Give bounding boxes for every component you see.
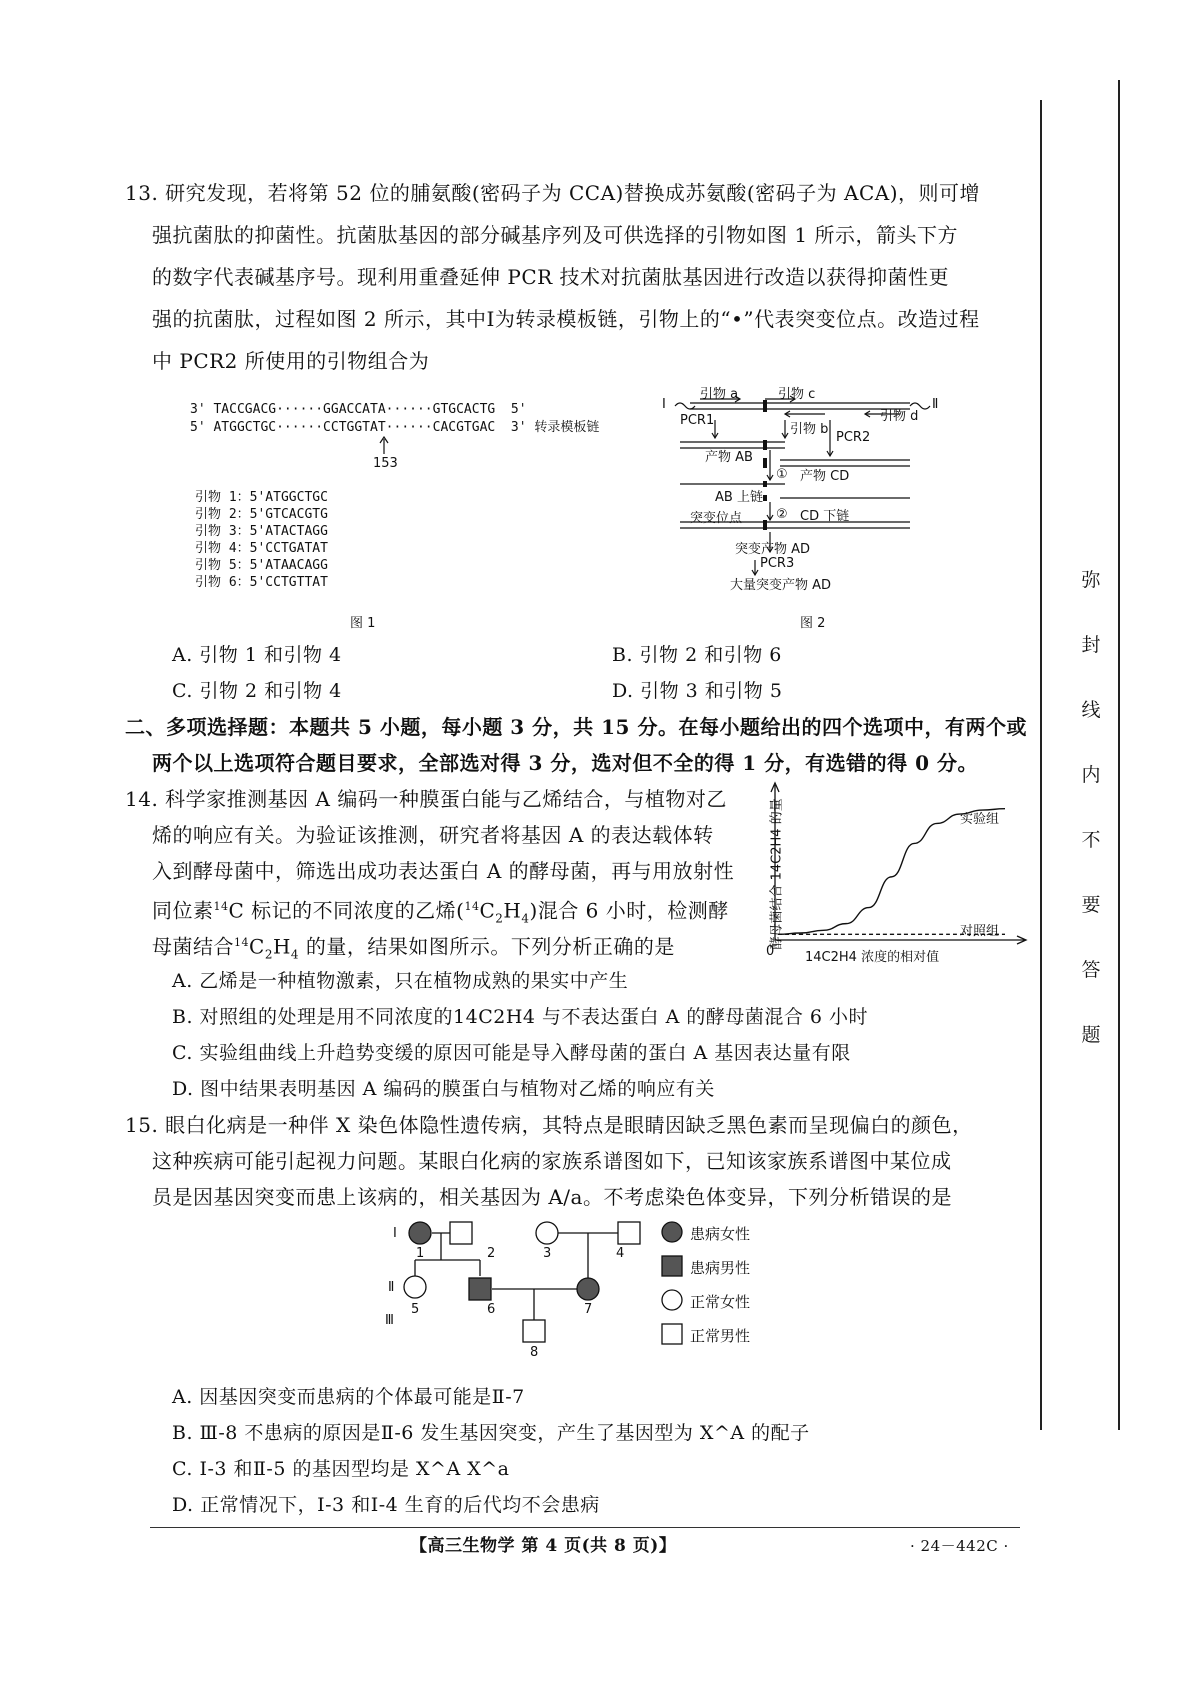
q13-option-a: A. 引物 1 和引物 4 — [172, 644, 342, 666]
footer-rule — [150, 1527, 1020, 1528]
binding-line-inner — [1118, 80, 1120, 1430]
q13-line: 强的抗菌肽，过程如图 2 所示，其中Ⅰ为转录模板链，引物上的“•”代表突变位点。改造过程 — [152, 307, 980, 331]
fig1-primer: 引物 6：5'CCTGTTAT — [195, 575, 328, 590]
pedigree-gen-III: Ⅲ — [385, 1313, 394, 1328]
sidebar-char: 不 — [1081, 829, 1101, 851]
pedigree-I4 — [618, 1222, 640, 1244]
q15-option-a: A. 因基因突变而患病的个体最可能是Ⅱ-7 — [172, 1386, 525, 1408]
q13-line: 强抗菌肽的抑菌性。抗菌肽基因的部分碱基序列及可供选择的引物如图 1 所示，箭头下方 — [152, 223, 958, 247]
pedigree-id: 4 — [616, 1246, 625, 1261]
pedigree-I2 — [450, 1222, 472, 1244]
q15-option-c: C. Ⅰ-3 和Ⅱ-5 的基因型均是 X^A X^a — [172, 1458, 510, 1480]
chart-x-label: 14C2H4 浓度的相对值 — [805, 950, 940, 965]
pedigree-gen-II: Ⅱ — [388, 1280, 395, 1295]
pedigree-id: 6 — [487, 1302, 496, 1317]
legend-label: 患病男性 — [690, 1259, 751, 1277]
footer-page: 【高三生物学 第 4 页(共 8 页)】 — [410, 1536, 677, 1556]
q13-line: 中 PCR2 所使用的引物组合为 — [152, 349, 430, 373]
q14-line: 14. 科学家推测基因 A 编码一种膜蛋白能与乙烯结合，与植物对乙 — [125, 787, 727, 811]
q13-line: 13. 研究发现，若将第 52 位的脯氨酸(密码子为 CCA)替换成苏氨酸(密码子为 ACA)，则可增 — [125, 181, 980, 205]
footer-code: · 24－442C · — [910, 1537, 1009, 1555]
fig2-product-cd: 产物 CD — [800, 469, 850, 484]
fig2-label-II: Ⅱ — [932, 397, 939, 412]
pedigree-II5 — [404, 1276, 426, 1298]
pedigree-id: 3 — [543, 1246, 552, 1261]
legend-normal-male-icon — [662, 1324, 682, 1344]
fig2-ab-upper: AB 上链 — [715, 490, 763, 505]
fig2-mass-mutant: 大量突变产物 AD — [730, 578, 832, 593]
fig2-primer-a: 引物 a — [700, 387, 739, 402]
q13-option-c: C. 引物 2 和引物 4 — [172, 680, 342, 702]
chart-legend-exp: 实验组 — [960, 812, 1000, 827]
legend-affected-male-icon — [662, 1256, 682, 1276]
q15-option-d: D. 正常情况下，Ⅰ-3 和Ⅰ-4 生育的后代均不会患病 — [172, 1494, 600, 1516]
pedigree-id: 2 — [487, 1246, 496, 1261]
pedigree-II7 — [577, 1278, 599, 1300]
legend-affected-female-icon — [662, 1222, 682, 1242]
fig1-primer: 引物 5：5'ATAACAGG — [195, 558, 328, 573]
pedigree-II6 — [469, 1278, 491, 1300]
pedigree-I3 — [536, 1222, 558, 1244]
binding-line-outer — [1040, 100, 1042, 1430]
sidebar-char: 要 — [1081, 894, 1101, 916]
q14-option-b: B. 对照组的处理是用不同浓度的14C2H4 与不表达蛋白 A 的酵母菌混合 6 小时 — [172, 1006, 869, 1028]
q14-option-d: D. 图中结果表明基因 A 编码的膜蛋白与植物对乙烯的响应有关 — [172, 1078, 715, 1100]
legend-label: 患病女性 — [690, 1225, 751, 1243]
fig1-primer: 引物 1：5'ATGGCTGC — [195, 490, 328, 505]
sidebar-char: 线 — [1081, 699, 1101, 721]
pedigree-I1 — [409, 1222, 431, 1244]
pedigree-id: 1 — [416, 1246, 425, 1261]
q15-line: 15. 眼白化病是一种伴 X 染色体隐性遗传病，其特点是眼睛因缺乏黑色素而呈现偏白的颜色， — [125, 1113, 973, 1137]
fig1-seq-top: 3' TACCGACG······GGACCATA······GTGCACTG 5' — [190, 402, 527, 417]
fig2-step2: ② — [776, 507, 788, 522]
fig2-primer-d: 引物 d — [880, 409, 919, 424]
pedigree-III8 — [523, 1320, 545, 1342]
q14-line: 母菌结合$^{14}C_2H_4$ 的量，结果如图所示。下列分析正确的是 — [152, 934, 675, 962]
series-experimental-line — [778, 809, 1005, 935]
pedigree-id: 8 — [530, 1345, 539, 1360]
fig2-caption: 图 2 — [800, 616, 826, 631]
sidebar-char: 内 — [1081, 764, 1101, 786]
q13-line: 的数字代表碱基序号。现利用重叠延伸 PCR 技术对抗菌肽基因进行改造以获得抑菌性更 — [152, 265, 950, 289]
fig1-arrow — [378, 436, 390, 456]
fig2-pcr1: PCR1 — [680, 413, 715, 428]
q15-option-b: B. Ⅲ-8 不患病的原因是Ⅱ-6 发生基因突变，产生了基因型为 X^A 的配子 — [172, 1422, 810, 1444]
fig2-step1: ① — [776, 467, 788, 482]
legend-normal-female-icon — [662, 1290, 682, 1310]
q14-line: 入到酵母菌中，筛选出成功表达蛋白 A 的酵母菌，再与用放射性 — [152, 859, 735, 883]
q14-line: 烯的响应有关。为验证该推测，研究者将基因 A 的表达载体转 — [152, 823, 714, 847]
fig1-primer: 引物 3：5'ATACTAGG — [195, 524, 328, 539]
section2-heading: 两个以上选项符合题目要求，全部选对得 3 分，选对但不全的得 1 分，有选错的得 0 分。 — [152, 751, 979, 775]
q14-line: 同位素$^{14}$C 标记的不同浓度的乙烯$(^{14}C_2H_4)$混合 6 小时，检测酵 — [152, 898, 729, 926]
q15-line: 这种疾病可能引起视力问题。某眼白化病的家族系谱图如下，已知该家族系谱图中某位成 — [152, 1149, 952, 1173]
chart-legend-ctrl: 对照组 — [960, 924, 1000, 939]
pedigree-id: 7 — [584, 1302, 593, 1317]
pedigree-legend-icons — [660, 1220, 684, 1350]
pedigree-gen-I: Ⅰ — [393, 1226, 397, 1241]
sidebar-char: 弥 — [1081, 569, 1101, 591]
fig1-primer: 引物 2：5'GTCACGTG — [195, 507, 328, 522]
q13-option-d: D. 引物 3 和引物 5 — [612, 680, 783, 702]
fig2-mutation-site: 突变位点 — [690, 511, 743, 526]
section2-heading: 二、多项选择题：本题共 5 小题，每小题 3 分，共 15 分。在每小题给出的四个选项中，有两个或 — [125, 715, 1027, 739]
legend-label: 正常男性 — [690, 1327, 751, 1345]
fig1-primer: 引物 4：5'CCTGATAT — [195, 541, 328, 556]
q13-option-b: B. 引物 2 和引物 6 — [612, 644, 782, 666]
fig2-pcr3: PCR3 — [760, 556, 795, 571]
fig2-pcr2: PCR2 — [836, 430, 871, 445]
fig2-mutant-ad: 突变产物 AD — [735, 542, 811, 557]
sidebar-char: 封 — [1081, 634, 1101, 656]
fig1-seq-bottom: 5' ATGGCTGC······CCTGGTAT······CACGTGAC 3' 转录模板链 — [190, 420, 600, 435]
chart-origin: 0 — [766, 944, 775, 959]
fig1-position: 153 — [373, 456, 398, 471]
fig2-primer-b: 引物 b — [790, 422, 829, 437]
q14-option-c: C. 实验组曲线上升趋势变缓的原因可能是导入酵母菌的蛋白 A 基因表达量有限 — [172, 1042, 851, 1064]
q14-option-a: A. 乙烯是一种植物激素，只在植物成熟的果实中产生 — [172, 970, 629, 992]
sidebar-char: 题 — [1081, 1024, 1101, 1046]
sidebar-char: 答 — [1081, 959, 1101, 981]
fig2-cd-lower: CD 下链 — [800, 509, 850, 524]
fig1-caption: 图 1 — [350, 616, 376, 631]
fig2-label-I: Ⅰ — [662, 397, 666, 412]
fig2-primer-c: 引物 c — [778, 387, 816, 402]
chart-y-label: 酵母菌结合 14C2H4 的量 — [769, 798, 785, 950]
pedigree-id: 5 — [411, 1302, 420, 1317]
q15-line: 员是因基因突变而患上该病的，相关基因为 A/a。不考虑染色体变异，下列分析错误的是 — [152, 1185, 952, 1209]
legend-label: 正常女性 — [690, 1293, 751, 1311]
fig2-product-ab: 产物 AB — [705, 450, 753, 465]
